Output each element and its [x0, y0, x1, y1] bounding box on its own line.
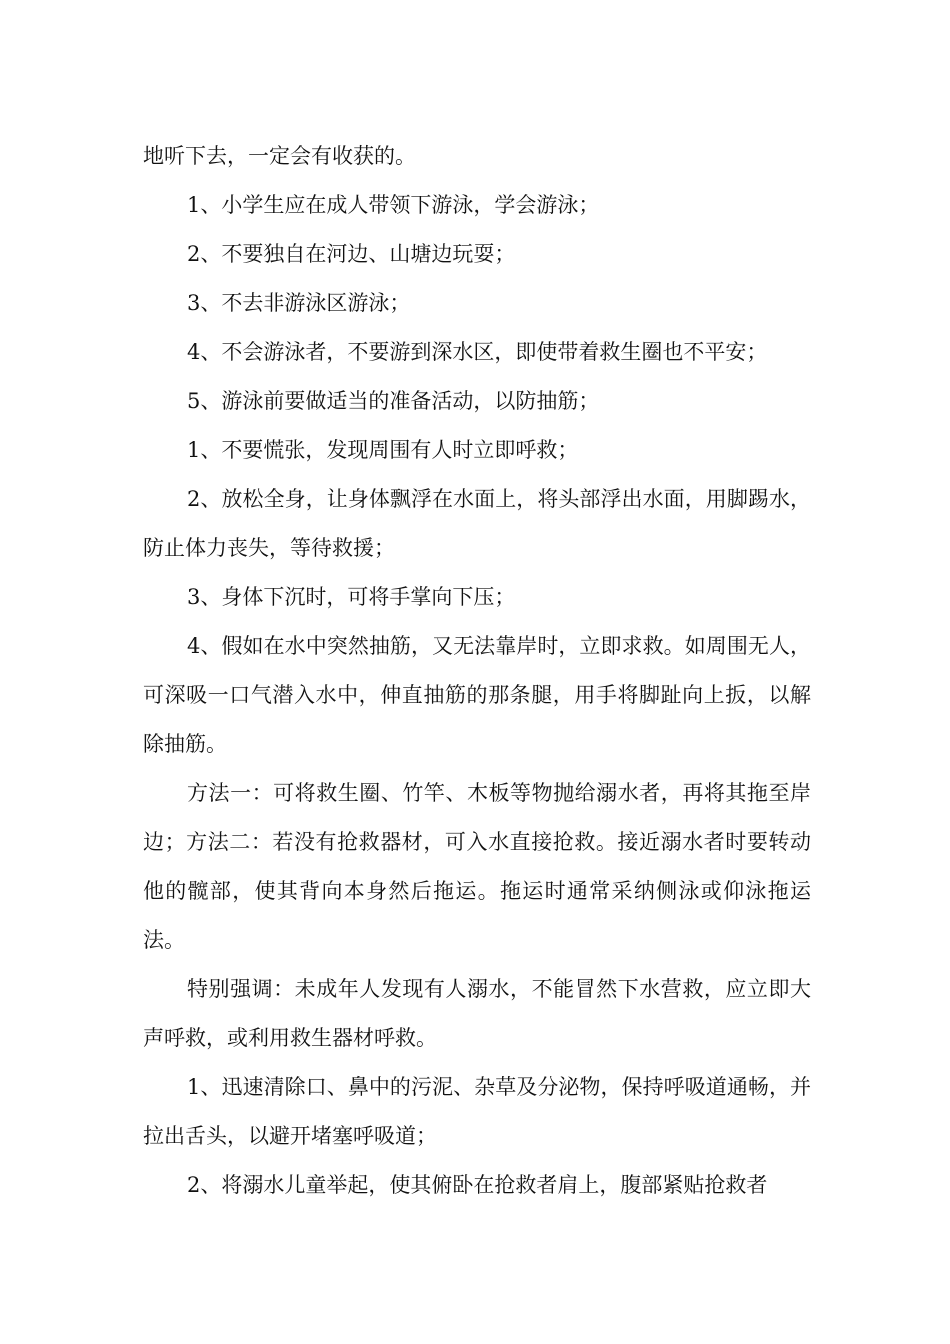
- paragraph: 2、放松全身，让身体飘浮在水面上，将头部浮出水面，用脚踢水，防止体力丧失，等待救援；: [143, 487, 811, 560]
- paragraph: 1、迅速清除口、鼻中的污泥、杂草及分泌物，保持呼吸道通畅，并拉出舌头，以避开堵塞呼吸道；: [143, 1075, 811, 1148]
- paragraph: 2、将溺水儿童举起，使其俯卧在抢救者肩上，腹部紧贴抢救者: [187, 1173, 768, 1197]
- paragraph: 2、不要独自在河边、山塘边玩耍；: [187, 242, 516, 266]
- paragraph: 方法一：可将救生圈、竹竿、木板等物抛给溺水者，再将其拖至岸边；方法二：若没有抢救器材，可入水直接抢救。接近溺水者时要转动他的髋部，使其背向本身然后拖运。拖运时通常采纳侧泳或仰泳拖运法。: [143, 781, 811, 952]
- paragraph: 1、小学生应在成人带领下游泳，学会游泳；: [187, 193, 600, 217]
- paragraph: 3、不去非游泳区游泳；: [187, 291, 411, 315]
- paragraph: 4、假如在水中突然抽筋，又无法靠岸时，立即求救。如周围无人，可深吸一口气潜入水中，伸直抽筋的那条腿，用手将脚趾向上扳，以解除抽筋。: [143, 634, 811, 756]
- paragraph: 3、身体下沉时，可将手掌向下压；: [187, 585, 516, 609]
- paragraph: 4、不会游泳者，不要游到深水区，即使带着救生圈也不平安；: [187, 340, 768, 364]
- paragraph: 1、不要慌张，发现周围有人时立即呼救；: [187, 438, 579, 462]
- paragraph: 5、游泳前要做适当的准备活动，以防抽筋；: [187, 389, 600, 413]
- paragraph: 特别强调：未成年人发现有人溺水，不能冒然下水营救，应立即大声呼救，或利用救生器材呼救。: [143, 977, 811, 1050]
- document-body: [143, 132, 811, 1210]
- paragraph: 地听下去，一定会有收获的。: [143, 144, 416, 168]
